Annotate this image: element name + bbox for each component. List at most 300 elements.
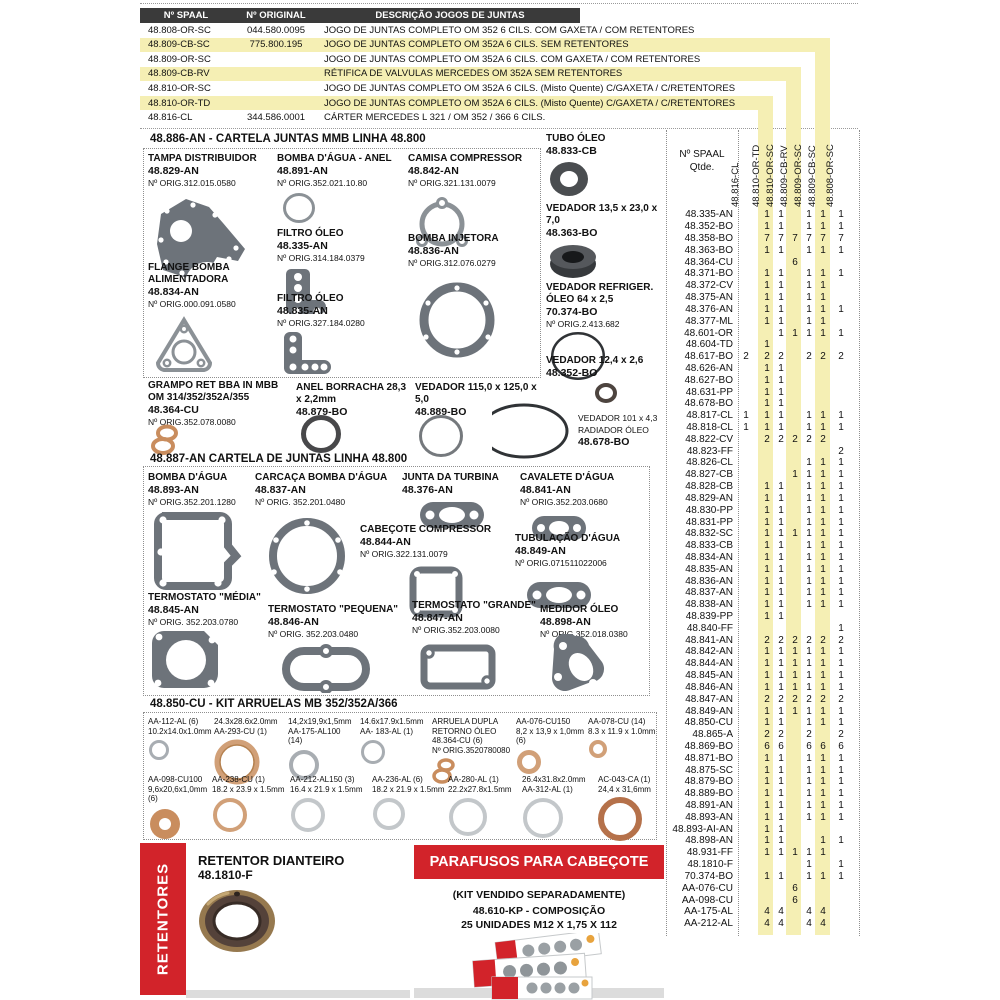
- qty-cell: 1: [806, 422, 812, 434]
- item-part: 48.891-AN: [277, 165, 328, 177]
- qty-cell: 7: [806, 233, 812, 245]
- vedador-352-oring-icon: [594, 382, 618, 409]
- qty-cell: 1: [820, 705, 826, 717]
- qty-cells: [733, 552, 848, 563]
- qty-cells: [733, 540, 848, 551]
- qty-cell: [760, 469, 774, 480]
- qty-cell: 1: [820, 481, 826, 493]
- qty-cell: 1: [778, 374, 784, 386]
- qty-cell: [739, 339, 753, 350]
- qty-row: [667, 398, 859, 410]
- qty-part-number: 48.875-SC: [685, 764, 733, 776]
- qty-cells: [733, 221, 848, 232]
- qty-cell: [788, 835, 802, 846]
- qty-part-number: 48.831-PP: [685, 516, 733, 528]
- washer-icon: [522, 797, 594, 842]
- qty-part-number: 48.829-AN: [685, 492, 733, 504]
- item-bomba-dagua-anel: [277, 153, 407, 189]
- item-title: TAMPA DISTRIBUIDOR: [148, 153, 257, 164]
- qty-cell: 1: [792, 705, 798, 717]
- washer-item: [522, 775, 598, 844]
- qty-cell: 1: [820, 800, 826, 812]
- qty-cells: [733, 328, 848, 339]
- qty-row: [667, 516, 859, 528]
- qty-cell: [739, 824, 753, 835]
- qty-cells: [733, 398, 848, 409]
- qty-cell: 1: [820, 209, 826, 221]
- qty-cells: [733, 517, 848, 528]
- qty-cell: 1: [820, 410, 826, 422]
- qty-cell: 1: [806, 268, 812, 280]
- qty-row: [667, 859, 859, 871]
- washer-item: [448, 775, 522, 844]
- qty-cells: [733, 717, 848, 728]
- qty-cell: 1: [820, 587, 826, 599]
- qty-row: [667, 800, 859, 812]
- qty-cell: [739, 800, 753, 811]
- parafusos-panel: [414, 843, 664, 995]
- qty-cell: [739, 812, 753, 823]
- qty-cell: 1: [806, 670, 812, 682]
- bomba-dagua-anel-icon: [282, 192, 316, 229]
- qty-cell: [834, 906, 848, 917]
- qty-cell: [739, 729, 753, 740]
- qty-row: [667, 599, 859, 611]
- qty-cells: [733, 835, 848, 846]
- qty-cell: 1: [838, 717, 844, 729]
- qty-cell: 1: [764, 339, 770, 351]
- qty-cell: 1: [778, 847, 784, 859]
- table-row: [140, 52, 780, 67]
- qty-cell: [802, 895, 816, 906]
- qty-part-number: 48.833-CB: [685, 540, 733, 552]
- qty-cell: 1: [778, 540, 784, 552]
- qty-cell: 1: [806, 209, 812, 221]
- item-cabecote-compressor: [360, 524, 510, 560]
- item-part: 48.879-BO: [296, 406, 348, 418]
- qty-cell: 1: [778, 752, 784, 764]
- item-title: BOMBA D'ÁGUA - ANEL: [277, 153, 392, 164]
- qty-part-number: 48.626-AN: [685, 362, 733, 374]
- qty-cell: 2: [764, 693, 770, 705]
- qty-cell: [739, 564, 753, 575]
- qty-column-label: 48.816-CL: [730, 162, 741, 207]
- qty-cell: 1: [778, 599, 784, 611]
- qty-cell: [739, 505, 753, 516]
- qty-cell: 1: [792, 681, 798, 693]
- qty-cell: 4: [778, 918, 784, 930]
- qty-cell: 1: [778, 776, 784, 788]
- item-junta-turbina: [402, 472, 518, 496]
- qty-cell: 1: [820, 752, 826, 764]
- qty-cell: [834, 434, 848, 445]
- qty-cell: [739, 599, 753, 610]
- item-orig: Nº ORIG.321.131.0079: [408, 178, 496, 188]
- qty-cell: [834, 316, 848, 327]
- qty-cell: 1: [743, 422, 749, 434]
- qty-part-number: 48.834-AN: [685, 551, 733, 563]
- qty-cells: [733, 706, 848, 717]
- qty-cell: [788, 316, 802, 327]
- qty-cell: [739, 670, 753, 681]
- item-title: TERMOSTATO "GRANDE": [412, 600, 536, 611]
- qty-cell: 1: [806, 303, 812, 315]
- qty-cell: [739, 517, 753, 528]
- qty-row: [667, 788, 859, 800]
- qty-row: [667, 646, 859, 658]
- qty-cells: [733, 304, 848, 315]
- qty-cell: 1: [820, 244, 826, 256]
- item-title: FLANGE BOMBA ALIMENTADORA: [148, 262, 230, 285]
- qty-cell: 1: [806, 292, 812, 304]
- qty-cell: [834, 895, 848, 906]
- qty-row: [667, 823, 859, 835]
- qty-part-number: 48.371-BO: [684, 268, 733, 280]
- washer-item: [148, 775, 212, 844]
- qty-cell: [788, 871, 802, 882]
- qty-cell: 1: [820, 870, 826, 882]
- qty-cell: 2: [838, 729, 844, 741]
- qty-cell: [739, 895, 753, 906]
- qty-cell: [802, 835, 816, 846]
- washer-item: [290, 775, 372, 844]
- qty-cell: [739, 706, 753, 717]
- qty-part-number: 48.817-CL: [686, 410, 733, 422]
- qty-cell: [788, 552, 802, 563]
- qty-row: [667, 835, 859, 847]
- qty-cell: 1: [820, 221, 826, 233]
- qty-cell: 1: [806, 859, 812, 871]
- qty-cell: [788, 587, 802, 598]
- qty-cell: 1: [778, 481, 784, 493]
- column-header-spaal: Nº SPAAL: [163, 10, 209, 21]
- qty-cell: [816, 398, 830, 409]
- washer-label-line: 24,4 x 31,6mm: [598, 784, 651, 794]
- qty-cell: 4: [806, 918, 812, 930]
- qty-part-number: 48.889-BO: [684, 788, 733, 800]
- qty-cell: [834, 257, 848, 268]
- qty-cell: [788, 493, 802, 504]
- qty-cell: [816, 339, 830, 350]
- qty-cell: [739, 871, 753, 882]
- qty-part-number: 48.871-BO: [684, 752, 733, 764]
- parafusos-banner: [414, 845, 664, 879]
- item-vedador-363: [546, 203, 658, 239]
- washer-icon: [372, 797, 444, 834]
- qty-cell: 1: [778, 587, 784, 599]
- qty-row: [667, 894, 859, 906]
- qty-cells: [733, 457, 848, 468]
- qty-cell: 1: [820, 764, 826, 776]
- qty-cell: [788, 410, 802, 421]
- qty-cell: 1: [820, 303, 826, 315]
- item-title: FILTRO ÓLEO: [277, 293, 344, 304]
- qty-cell: 1: [764, 717, 770, 729]
- qty-cell: [739, 481, 753, 492]
- quantity-table: [666, 130, 860, 936]
- qty-row: [667, 918, 859, 930]
- qty-cell: 1: [806, 705, 812, 717]
- parafusos-composicao: 48.610-KP - COMPOSIÇÃO: [472, 905, 606, 917]
- qty-cell: 1: [838, 658, 844, 670]
- qty-cell: 2: [778, 351, 784, 363]
- flange-bomba-gasket-icon: [152, 316, 216, 379]
- item-part: 48.898-AN: [540, 616, 591, 628]
- qty-cells: [733, 599, 848, 610]
- qty-cells: [733, 434, 848, 445]
- qty-cell: [739, 493, 753, 504]
- qty-row: [667, 469, 859, 481]
- qty-row: [667, 705, 859, 717]
- qty-cell: [788, 481, 802, 492]
- washer-icon: [212, 797, 286, 836]
- qty-cell: 1: [806, 481, 812, 493]
- qty-part-number: 48.865-A: [692, 729, 733, 741]
- item-vedador-678: [578, 412, 662, 448]
- qty-cell: [739, 658, 753, 669]
- termostato-pequena-gasket-icon: [282, 643, 370, 698]
- qty-cells: [733, 422, 848, 433]
- qty-cell: 1: [838, 622, 844, 634]
- washer-label-line: 22.2x27.8x1.5mm: [448, 784, 512, 794]
- qty-cell: [816, 895, 830, 906]
- item-filtro-oleo-835: [277, 293, 407, 329]
- qty-cells: [733, 765, 848, 776]
- qty-cell: 1: [806, 587, 812, 599]
- washer-label-line: AA-112-AL (6): [148, 717, 199, 726]
- qty-cell: [788, 788, 802, 799]
- retentor-seal-icon: [196, 886, 278, 961]
- qty-cell: 1: [806, 847, 812, 859]
- qty-cell: 2: [806, 433, 812, 445]
- qty-cell: 4: [764, 906, 770, 918]
- qty-cell: 1: [778, 823, 784, 835]
- qty-cell: 1: [778, 835, 784, 847]
- washer-label-line: AC-043-CA (1): [598, 775, 651, 784]
- qty-cell: 1: [838, 469, 844, 481]
- qty-row: [667, 847, 859, 859]
- item-title: GRAMPO RET BBA IN MBB OM 314/352/352A/355: [148, 380, 279, 403]
- washer-label-line: AA-238-CU (1): [212, 775, 265, 784]
- qty-cell: [816, 257, 830, 268]
- qty-cell: 1: [838, 504, 844, 516]
- qty-part-number: 48.844-AN: [685, 658, 733, 670]
- qty-cell: 1: [778, 221, 784, 233]
- qty-row: [667, 575, 859, 587]
- qty-cells: [733, 883, 848, 894]
- qty-cell: 1: [778, 292, 784, 304]
- qty-row: [667, 540, 859, 552]
- qty-row: [667, 244, 859, 256]
- qty-cell: 1: [764, 800, 770, 812]
- qty-cell: 1: [838, 599, 844, 611]
- item-orig: Nº ORIG.352.018.0380: [540, 629, 628, 639]
- item-title: VEDADOR 12,4 x 2,6: [546, 355, 644, 366]
- qty-cell: 7: [792, 233, 798, 245]
- washer-label-line: 16.4 x 21.9 x 1.5mm: [290, 784, 363, 794]
- qty-cell: [834, 883, 848, 894]
- qty-cells: [733, 859, 848, 870]
- qty-cell: [774, 883, 788, 894]
- qty-row: [667, 457, 859, 469]
- qty-cell: 2: [806, 351, 812, 363]
- qty-cell: [760, 457, 774, 468]
- qty-cell: [788, 387, 802, 398]
- qty-cell: 1: [764, 540, 770, 552]
- item-title: TERMOSTATO "PEQUENA": [268, 604, 399, 615]
- qty-row: [667, 339, 859, 351]
- qty-cell: [788, 398, 802, 409]
- qty-cell: [739, 753, 753, 764]
- qty-cell: [788, 824, 802, 835]
- qty-cell: [739, 623, 753, 634]
- retentor-part: 48.1810-F: [198, 868, 253, 882]
- qty-cell: [802, 446, 816, 457]
- qty-cells: [733, 623, 848, 634]
- qty-cell: 1: [838, 481, 844, 493]
- qty-cell: [788, 339, 802, 350]
- qty-cell: 1: [820, 422, 826, 434]
- washer-label-line: 14,2x19,9x1,5mm: [288, 717, 352, 726]
- qty-part-number: 48.1810-F: [687, 859, 733, 871]
- qty-cell: 2: [820, 634, 826, 646]
- qty-cell: [788, 576, 802, 587]
- qty-cells: [733, 257, 848, 268]
- qty-cells: [733, 906, 848, 917]
- qty-cell: 6: [820, 740, 826, 752]
- qty-cell: 1: [764, 422, 770, 434]
- qty-row: [667, 882, 859, 894]
- original-number: 344.586.0001: [246, 112, 306, 124]
- qty-row: [667, 682, 859, 694]
- original-number: 044.580.0095: [246, 24, 306, 36]
- qty-cell: 1: [764, 504, 770, 516]
- qty-cell: [834, 847, 848, 858]
- item-title: VEDADOR 115,0 x 125,0 x 5,0: [415, 382, 537, 405]
- qty-cell: 1: [778, 244, 784, 256]
- item-part: 48.847-AN: [412, 612, 463, 624]
- qty-cell: 2: [838, 445, 844, 457]
- qty-part-number: AA-175-AL: [684, 906, 733, 918]
- qty-cell: 1: [820, 268, 826, 280]
- qty-cell: [788, 906, 802, 917]
- qty-cell: [788, 753, 802, 764]
- qty-cell: [739, 434, 753, 445]
- qty-cell: 1: [778, 209, 784, 221]
- qty-cell: 1: [820, 599, 826, 611]
- qty-row: [667, 363, 859, 375]
- qty-row: [667, 327, 859, 339]
- qty-column-label: 48.810-OR-SC: [765, 144, 776, 207]
- qty-cell: 2: [778, 634, 784, 646]
- washer-label-line: AA-078-CU (14): [588, 717, 646, 726]
- qty-column-labels: [667, 130, 859, 207]
- washer-label-line: (14): [288, 736, 303, 745]
- qty-cells: [733, 209, 848, 220]
- item-title: MEDIDOR ÓLEO: [540, 604, 619, 615]
- qty-row: [667, 351, 859, 363]
- washer-label-line: 26.4x31.8x2.0mm: [522, 775, 586, 784]
- qty-cell: 1: [820, 528, 826, 540]
- washer-item: [372, 775, 448, 844]
- qty-cell: [816, 387, 830, 398]
- qty-cell: 1: [838, 681, 844, 693]
- qty-cell: 1: [838, 528, 844, 540]
- qty-cell: 1: [806, 327, 812, 339]
- qty-cell: 1: [820, 315, 826, 327]
- qty-cell: 1: [820, 551, 826, 563]
- qty-cell: 1: [764, 835, 770, 847]
- qty-cell: [788, 505, 802, 516]
- item-cavalete-dagua: [520, 472, 640, 508]
- washer-labels: [522, 775, 594, 794]
- qty-cell: 2: [792, 433, 798, 445]
- qty-cell: [834, 375, 848, 386]
- qty-cell: 1: [820, 516, 826, 528]
- qty-cell: [739, 576, 753, 587]
- qty-cell: 1: [778, 422, 784, 434]
- qty-column-label: 48.810-OR-TD: [751, 144, 762, 207]
- qty-part-number: 48.335-AN: [685, 209, 733, 221]
- item-part: 48.835-AN: [277, 305, 328, 317]
- qty-cells: [733, 316, 848, 327]
- item-part: 48.678-BO: [578, 436, 630, 448]
- retentor-title: RETENTOR DIANTEIRO: [198, 853, 345, 868]
- qty-row: [667, 906, 859, 918]
- qty-cell: [760, 859, 774, 870]
- item-termostato-media: [148, 592, 264, 628]
- qty-cell: [739, 611, 753, 622]
- qty-cell: [788, 457, 802, 468]
- qty-cell: 6: [792, 882, 798, 894]
- qty-cell: 1: [838, 811, 844, 823]
- qty-cell: 1: [806, 575, 812, 587]
- item-part: 48.846-AN: [268, 616, 319, 628]
- qty-cell: 1: [764, 670, 770, 682]
- qty-cell: 1: [764, 788, 770, 800]
- washer-labels: [360, 717, 428, 736]
- qty-part-number: 48.364-CU: [684, 256, 733, 268]
- qty-part-number: 48.376-AN: [685, 303, 733, 315]
- qty-cell: 1: [764, 823, 770, 835]
- qty-part-number: 48.358-BO: [684, 233, 733, 245]
- table-rows: [140, 23, 780, 125]
- qty-cell: 1: [764, 209, 770, 221]
- qty-cells: [733, 776, 848, 787]
- qty-part-number: 48.841-AN: [685, 634, 733, 646]
- qty-row: [667, 292, 859, 304]
- qty-cell: 2: [806, 729, 812, 741]
- qty-cell: 2: [838, 634, 844, 646]
- qty-cell: [816, 824, 830, 835]
- qty-cell: 1: [764, 752, 770, 764]
- qty-cell: [739, 446, 753, 457]
- qty-cell: 1: [792, 528, 798, 540]
- qty-cell: [739, 835, 753, 846]
- washer-label-line: (6): [516, 736, 526, 745]
- qty-cell: [788, 221, 802, 232]
- qty-cell: 1: [764, 611, 770, 623]
- qty-cells: [733, 753, 848, 764]
- bomba-dagua-gasket-icon: [150, 510, 242, 597]
- qty-cell: 1: [764, 646, 770, 658]
- washer-label-line: AA-280-AL (1): [448, 775, 499, 784]
- qty-cell: 1: [820, 835, 826, 847]
- qty-cell: [816, 859, 830, 870]
- qty-cell: 1: [838, 575, 844, 587]
- qty-cell: 2: [792, 634, 798, 646]
- washer-row-2: [148, 775, 654, 844]
